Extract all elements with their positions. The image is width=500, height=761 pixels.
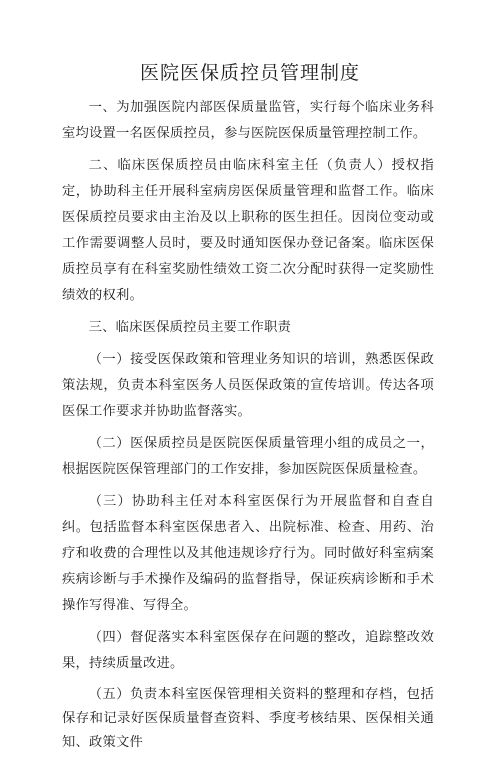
- paragraph-duty-2: （二）医保质控员是医院医保质量管理小组的成员之一，根据医院医保管理部门的工作安排，参加医院医保质量检查。: [62, 436, 434, 477]
- paragraph-duty-3: （三）协助科主任对本科室医保行为开展监督和自查自纠。包括监督本科室医保患者入、出院标准、检查、用药、治疗和收费的合理性以及其他违规诊疗行为。同时做好科室病案疾病诊断与手术操作及编码的监督指导，保证疾病诊断和手术操作写得准、写得全。: [62, 494, 434, 613]
- document-title: 医院医保质控员管理制度: [139, 62, 360, 84]
- document-body: [62, 95, 434, 761]
- paragraph-1: 一、为加强医院内部医保质量监管，实行每个临床业务科室均设置一名医保质控员，参与医院医保质量管理控制工作。: [62, 100, 434, 141]
- section-heading: 三、临床医保质控员主要工作职责: [88, 320, 292, 335]
- paragraph-duty-4: （四）督促落实本科室医保存在问题的整改，追踪整改效果，持续质量改进。: [62, 630, 434, 671]
- paragraph-duty-1: （一）接受医保政策和管理业务知识的培训，熟悉医保政策法规，负责本科室医务人员医保政策的宣传培训。传达各项医保工作要求并协助监督落实。: [62, 352, 434, 419]
- paragraph-duty-5: （五）负责本科室医保管理相关资料的整理和存档，包括保存和记录好医保质量督查资料、季度考核结果、医保相关通知、政策文件: [62, 687, 434, 750]
- paragraph-2: 二、临床医保质控员由临床科室主任（负责人）授权指定，协助科主任开展科室病房医保质量管理和监督工作。临床医保质控员要求由主治及以上职称的医生担任。因岗位变动或工作需要调整人员时，要及时通知医保办登记备案。临床医保质控员享有在科室奖励性绩效工资二次分配时获得一定奖励性绩效的权利。: [62, 158, 434, 303]
